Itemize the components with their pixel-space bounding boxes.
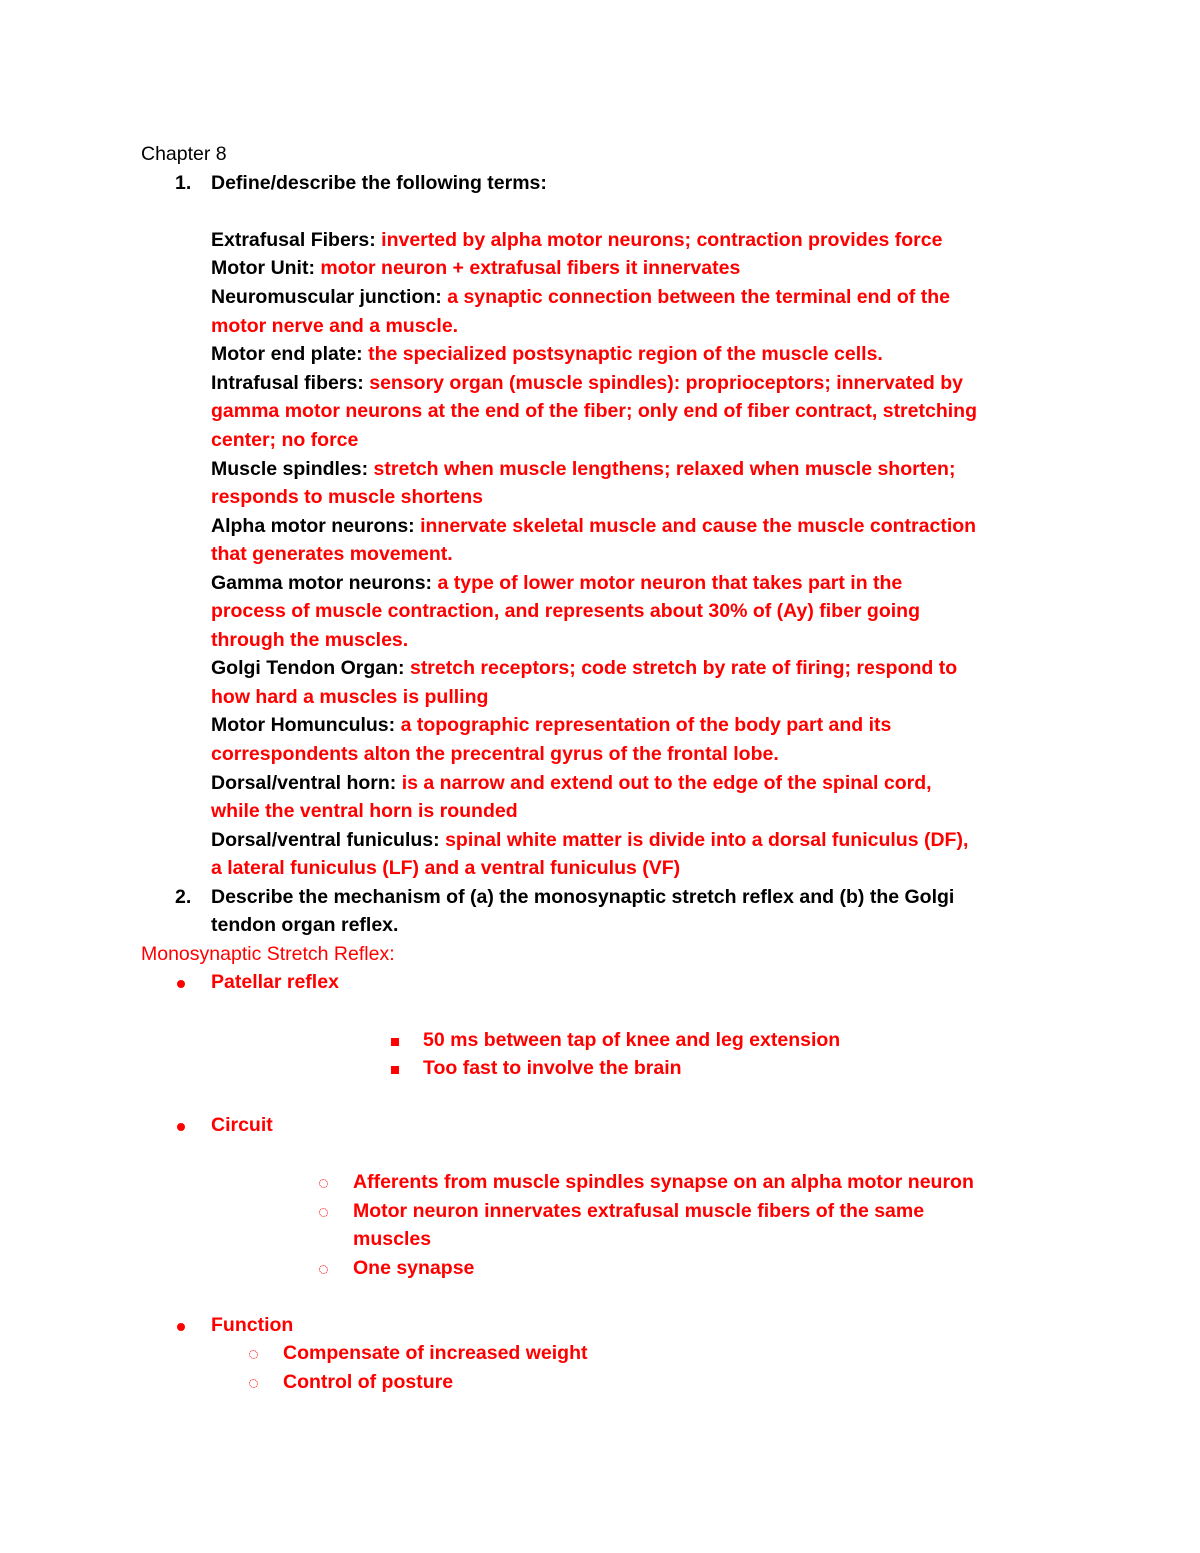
list-item: Compensate of increased weight: [283, 1342, 588, 1364]
term-label: Motor end plate:: [211, 343, 363, 365]
term-row: [211, 826, 968, 855]
term-row: [211, 769, 932, 798]
bullet-dot: [177, 1111, 185, 1140]
term-label: Neuromuscular junction:: [211, 286, 442, 308]
term-definition: a type of lower motor neuron that takes part in the: [437, 572, 903, 594]
term-definition-cont: correspondents alton the precentral gyrus of the frontal lobe.: [211, 743, 779, 765]
bullet-ring: [319, 1168, 328, 1197]
q1-prompt: Define/describe the following terms:: [211, 172, 547, 194]
term-definition: spinal white matter is divide into a dorsal funiculus (DF),: [445, 829, 969, 851]
term-row: [211, 512, 976, 541]
term-definition-cont: while the ventral horn is rounded: [211, 800, 518, 822]
term-definition-cont: responds to muscle shortens: [211, 486, 483, 508]
list-item: One synapse: [353, 1257, 475, 1279]
term-row: [211, 711, 891, 740]
term-label: Alpha motor neurons:: [211, 515, 415, 537]
term-row: [211, 254, 740, 283]
bullet-dot: [177, 1311, 185, 1340]
term-definition: is a narrow and extend out to the edge of the spinal cord,: [401, 772, 932, 794]
term-row: [211, 226, 942, 255]
term-definition: a topographic representation of the body part and its: [400, 714, 892, 736]
term-definition: stretch when muscle lengthens; relaxed when muscle shorten;: [373, 458, 956, 480]
q1-number: 1.: [175, 172, 192, 194]
term-label: Intrafusal fibers:: [211, 372, 364, 394]
term-definition: innervate skeletal muscle and cause the muscle contraction: [420, 515, 977, 537]
term-row: [211, 569, 902, 598]
section-heading: Monosynaptic Stretch Reflex:: [141, 943, 395, 965]
q2-prompt: Describe the mechanism of (a) the monosynaptic stretch reflex and (b) the Golgi: [211, 886, 955, 908]
bullet-ring: [319, 1197, 328, 1226]
bullet-dot: [177, 968, 185, 997]
term-definition: motor neuron + extrafusal fibers it innervates: [320, 257, 741, 279]
term-row: [211, 283, 950, 312]
term-label: Motor Unit:: [211, 257, 315, 279]
term-definition: inverted by alpha motor neurons; contraction provides force: [381, 229, 943, 251]
term-row: [211, 455, 955, 484]
bullet-ring: [249, 1368, 258, 1397]
term-definition-cont: that generates movement.: [211, 543, 453, 565]
term-label: Gamma motor neurons:: [211, 572, 433, 594]
term-row: [211, 340, 883, 369]
term-row: [211, 654, 957, 683]
term-definition: stretch receptors; code stretch by rate of firing; respond to: [409, 657, 958, 679]
term-definition: a synaptic connection between the terminal end of the: [447, 286, 950, 308]
bullet-ring: [319, 1254, 328, 1283]
term-label: Extrafusal Fibers:: [211, 229, 376, 251]
term-definition-cont: motor nerve and a muscle.: [211, 315, 459, 337]
list-item: 50 ms between tap of knee and leg extension: [423, 1029, 841, 1051]
q2-number: 2.: [175, 886, 192, 908]
term-definition-cont: process of muscle contraction, and represents about 30% of (Ay) fiber going: [211, 600, 920, 622]
list-item-cont: muscles: [353, 1228, 432, 1250]
term-definition-cont: through the muscles.: [211, 629, 409, 651]
term-label: Motor Homunculus:: [211, 714, 396, 736]
term-label: Dorsal/ventral horn:: [211, 772, 397, 794]
list-item: Afferents from muscle spindles synapse on an alpha motor neuron: [353, 1171, 974, 1193]
list-item: Motor neuron innervates extrafusal muscle fibers of the same: [353, 1200, 925, 1222]
function-label: Function: [211, 1314, 294, 1336]
patellar-label: Patellar reflex: [211, 971, 339, 993]
term-definition-cont: gamma motor neurons at the end of the fiber; only end of fiber contract, stretching: [211, 400, 977, 422]
term-row: [211, 369, 963, 398]
chapter-title: Chapter 8: [141, 143, 227, 165]
q2-prompt-cont: tendon organ reflex.: [211, 914, 399, 936]
bullet-square: [391, 1054, 399, 1083]
term-definition-cont: how hard a muscles is pulling: [211, 686, 489, 708]
bullet-square: [391, 1026, 399, 1055]
term-definition-cont: a lateral funiculus (LF) and a ventral funiculus (VF): [211, 857, 681, 879]
term-definition: the specialized postsynaptic region of the muscle cells.: [368, 343, 883, 365]
bullet-ring: [249, 1339, 258, 1368]
term-definition-cont: center; no force: [211, 429, 359, 451]
term-label: Golgi Tendon Organ:: [211, 657, 405, 679]
circuit-label: Circuit: [211, 1114, 273, 1136]
term-definition: sensory organ (muscle spindles): proprioceptors; innervated by: [369, 372, 964, 394]
term-label: Dorsal/ventral funiculus:: [211, 829, 440, 851]
term-label: Muscle spindles:: [211, 458, 369, 480]
list-item: Too fast to involve the brain: [423, 1057, 682, 1079]
list-item: Control of posture: [283, 1371, 454, 1393]
